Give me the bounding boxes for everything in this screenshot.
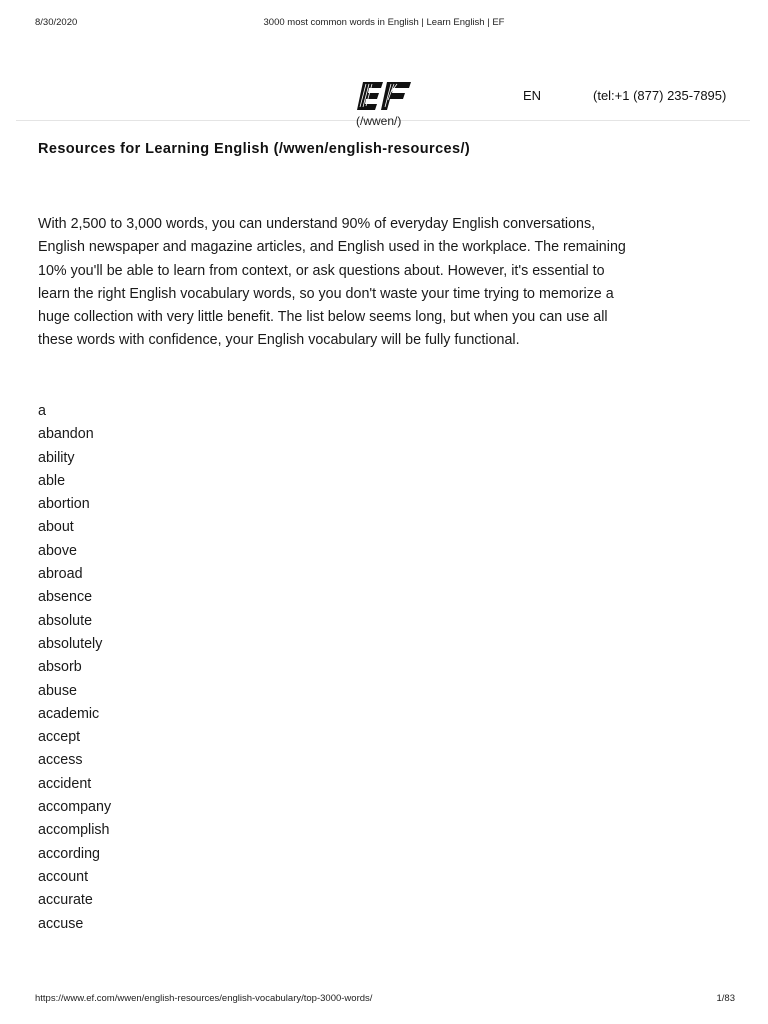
list-item: abroad <box>38 566 83 583</box>
site-header <box>16 74 750 128</box>
language-selector[interactable]: EN <box>523 88 542 103</box>
list-item: absence <box>38 589 93 606</box>
page-number: 1/83 <box>716 993 735 1004</box>
print-header <box>0 17 768 31</box>
word-list <box>38 400 111 936</box>
ef-logo-icon[interactable] <box>357 80 411 112</box>
list-item: accident <box>38 775 92 792</box>
list-item: absolutely <box>38 635 103 652</box>
page-url: https://www.ef.com/wwen/english-resources/english-vocabulary/top-3000-words/ <box>35 993 373 1004</box>
list-item: ability <box>38 449 75 466</box>
list-item: abandon <box>38 426 94 443</box>
breadcrumb[interactable]: Resources for Learning English (/wwen/english-resources/) <box>38 141 471 157</box>
list-item: academic <box>38 705 100 722</box>
list-item: a <box>38 403 46 419</box>
phone-link[interactable]: (tel:+1 (877) 235-7895) <box>593 88 727 103</box>
list-item: accurate <box>38 892 93 909</box>
list-item: accompany <box>38 799 112 816</box>
list-item: access <box>38 752 83 769</box>
intro-paragraph: With 2,500 to 3,000 words, you can understand 90% of everyday English conversations, English newspaper and magazine articles, and English used in the workplace. The remaining 10% you'll be able to learn from context, or ask questions about. However, it's essential to learn the right English vocabulary words, so you don't waste your time trying to memorize a huge collection with very little benefit. The list below seems long, but when you can use all these words with confidence, your English vocabulary will be fully functional. <box>38 216 626 349</box>
list-item: above <box>38 542 77 559</box>
print-date: 8/30/2020 <box>35 17 78 28</box>
list-item: accept <box>38 729 81 746</box>
list-item: absolute <box>38 612 93 629</box>
list-item: able <box>38 472 66 489</box>
list-item: abortion <box>38 496 90 513</box>
logo-link[interactable]: (/wwen/) <box>356 114 402 128</box>
list-item: according <box>38 845 100 862</box>
list-item: abuse <box>38 682 77 699</box>
print-footer <box>0 993 768 1007</box>
list-item: accuse <box>38 915 84 932</box>
list-item: accomplish <box>38 822 110 839</box>
list-item: absorb <box>38 659 82 676</box>
list-item: about <box>38 519 74 536</box>
print-title: 3000 most common words in English | Learn English | EF <box>263 17 505 28</box>
list-item: account <box>38 868 89 885</box>
